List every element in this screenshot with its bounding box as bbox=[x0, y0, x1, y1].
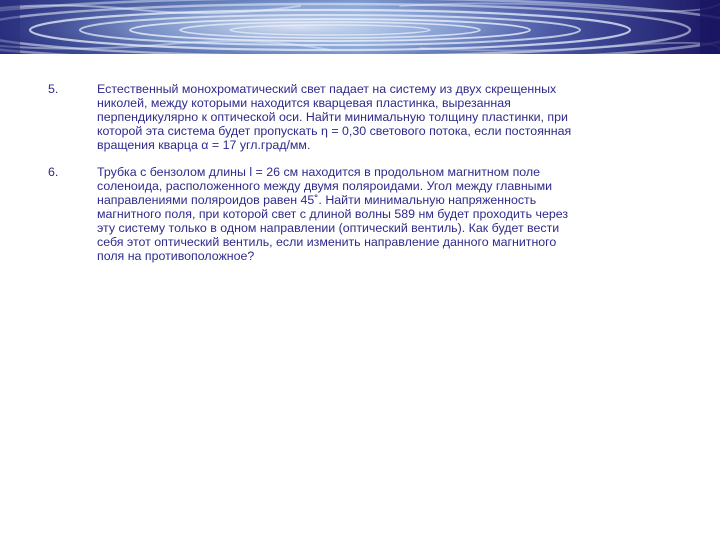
problem-list bbox=[48, 83, 648, 278]
problem-text-line: поля на противоположное? bbox=[97, 248, 255, 263]
problem-item-6 bbox=[48, 166, 648, 263]
problem-text-line: эту систему только в одном направлении (оптический вентиль). Как будет вести bbox=[97, 221, 560, 236]
problem-text bbox=[97, 166, 648, 263]
problem-text-line: Естественный монохроматический свет падает на систему из двух скрещенных bbox=[97, 82, 557, 96]
problem-text-line: которой эта система будет пропускать η = 0,30 светового потока, если постоянная bbox=[97, 123, 572, 138]
problem-text-line: вращения кварца α = 17 угл.град/мм. bbox=[97, 137, 311, 152]
water-ripple-banner bbox=[0, 0, 720, 54]
problem-text-line: николей, между которыми находится кварцевая пластинка, вырезанная bbox=[97, 95, 511, 110]
problem-text-line: магнитного поля, при которой свет с длиной волны 589 нм будет проходить через bbox=[97, 207, 569, 222]
problem-number: 5. bbox=[48, 82, 59, 96]
problem-item-5 bbox=[48, 83, 648, 153]
problem-text-line: направлениями поляроидов равен 45˚. Найти минимальную напряженность bbox=[97, 193, 537, 208]
problem-text bbox=[97, 83, 648, 153]
problem-number: 6. bbox=[48, 165, 59, 180]
problem-text-line: себя этот оптический вентиль, если изменить направление данного магнитного bbox=[97, 234, 557, 249]
problem-text-line: Трубка с бензолом длины l = 26 см находится в продольном магнитном поле bbox=[97, 165, 541, 180]
water-ripple-icon bbox=[0, 0, 720, 54]
problem-text-line: перпендикулярно к оптической оси. Найти минимальную толщину пластинки, при bbox=[97, 109, 568, 124]
problem-text-line: соленоида, расположенного между двумя поляроидами. Угол между главными bbox=[97, 179, 553, 194]
